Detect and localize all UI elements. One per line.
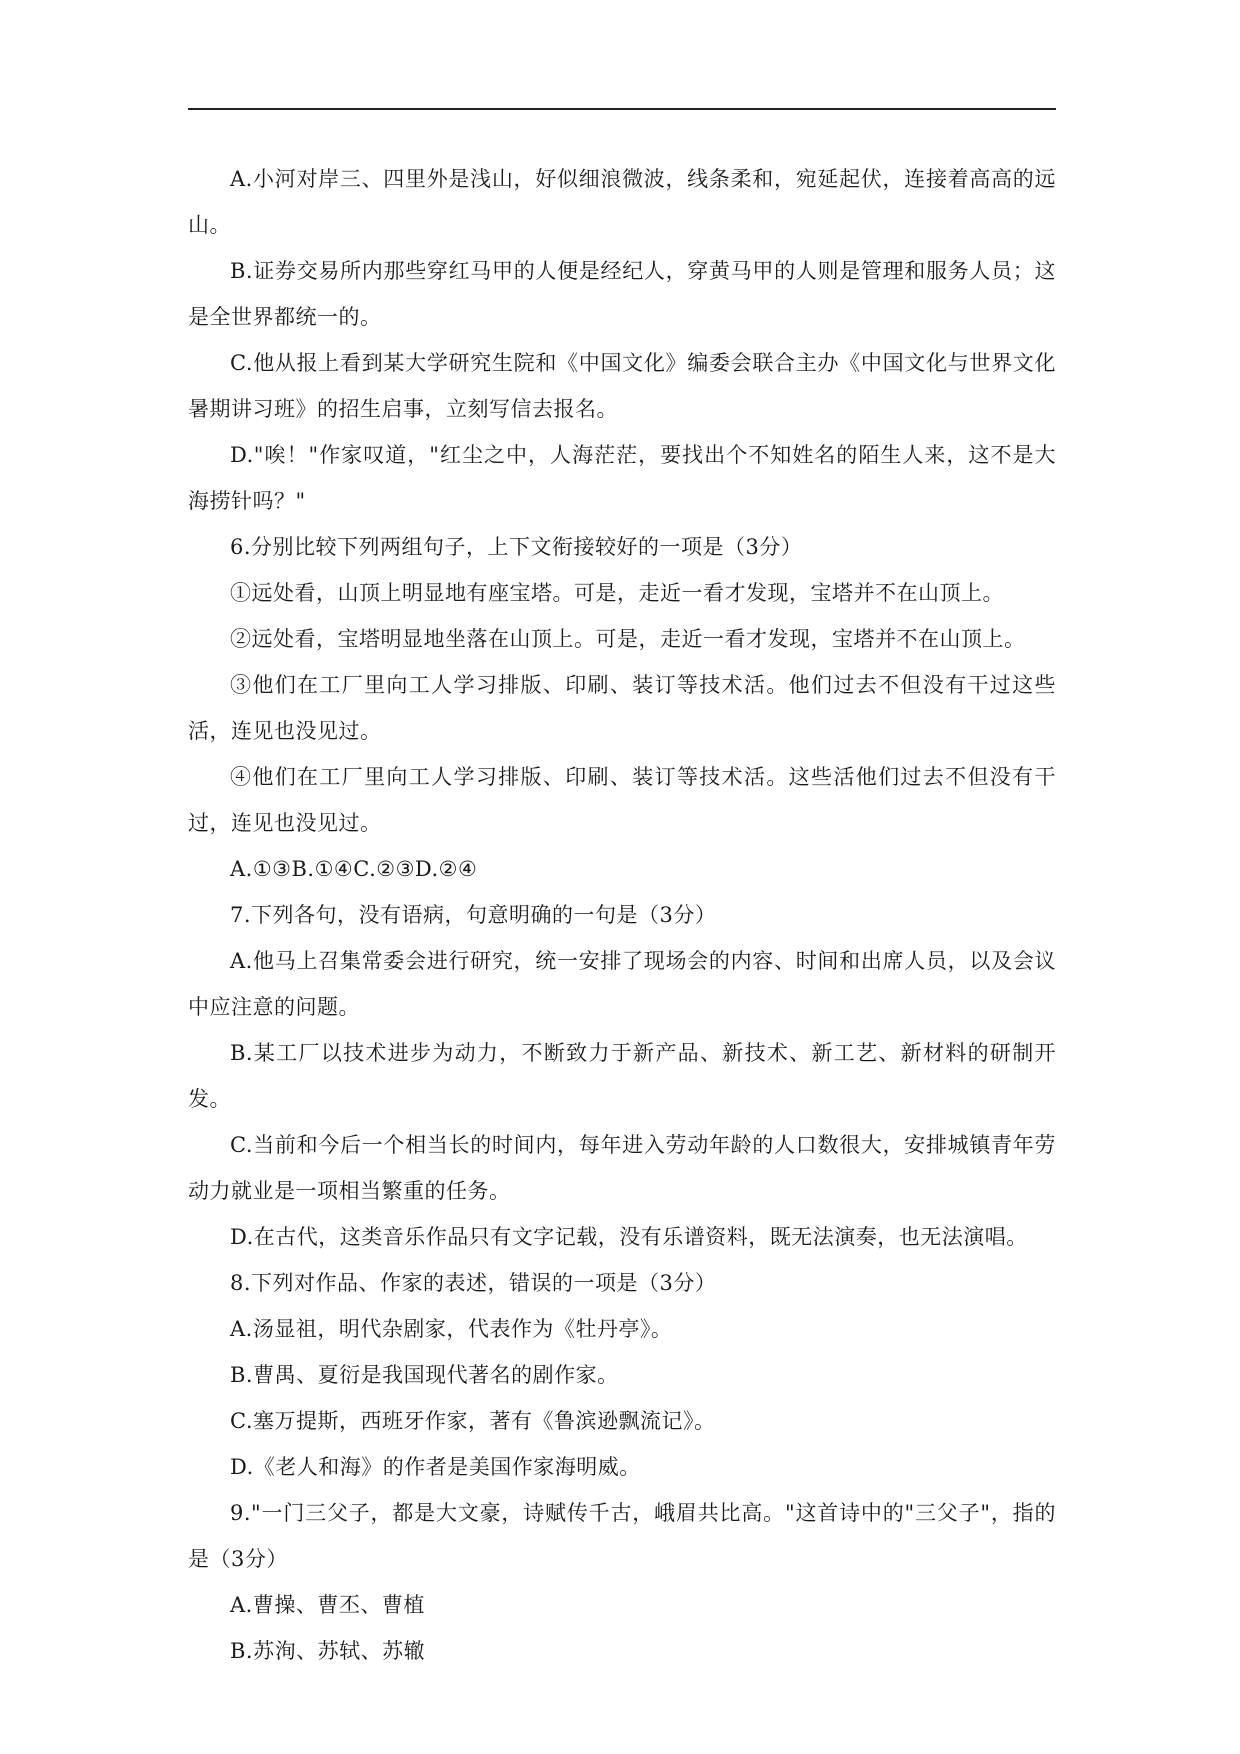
option-7b: B.某工厂以技术进步为动力，不断致力于新产品、新技术、新工艺、新材料的研制开发。 — [188, 1041, 1056, 1111]
question-6: 6.分别比较下列两组句子，上下文衔接较好的一项是（3分） — [230, 535, 803, 559]
sentence-6-2: ②远处看，宝塔明显地坐落在山顶上。可是，走近一看才发现，宝塔并不在山顶上。 — [230, 627, 1026, 651]
question-9: 9."一门三父子，都是大文豪，诗赋传千古，峨眉共比高。"这首诗中的"三父子"，指的是（3分） — [188, 1501, 1056, 1571]
sentence-6-3: ③他们在工厂里向工人学习排版、印刷、装订等技术活。他们过去不但没有干过这些活，连见也没见过。 — [188, 673, 1056, 743]
option-8d: D.《老人和海》的作者是美国作家海明威。 — [230, 1455, 641, 1479]
option-7c: C.当前和今后一个相当长的时间内，每年进入劳动年龄的人口数很大，安排城镇青年劳动力就业是一项相当繁重的任务。 — [188, 1133, 1056, 1203]
option-5d: D."唉！"作家叹道，"红尘之中，人海茫茫，要找出个不知姓名的陌生人来，这不是大海捞针吗？" — [188, 443, 1056, 513]
document-body — [188, 156, 1056, 1674]
option-9a: A.曹操、曹丕、曹植 — [230, 1593, 425, 1617]
sentence-6-4: ④他们在工厂里向工人学习排版、印刷、装订等技术活。这些活他们过去不但没有干过，连见也没见过。 — [188, 765, 1056, 835]
option-9b: B.苏洵、苏轼、苏辙 — [230, 1639, 426, 1663]
header-divider — [188, 108, 1056, 110]
option-7d: D.在古代，这类音乐作品只有文字记载，没有乐谱资料，既无法演奏，也无法演唱。 — [230, 1225, 1028, 1249]
options-6: A.①③B.①④C.②③D.②④ — [230, 857, 478, 881]
option-8b: B.曹禺、夏衍是我国现代著名的剧作家。 — [230, 1363, 619, 1387]
option-8a: A.汤显祖，明代杂剧家，代表作为《牡丹亭》。 — [230, 1317, 673, 1341]
option-7a: A.他马上召集常委会进行研究，统一安排了现场会的内容、时间和出席人员，以及会议中应注意的问题。 — [188, 949, 1056, 1019]
sentence-6-1: ①远处看，山顶上明显地有座宝塔。可是，走近一看才发现，宝塔并不在山顶上。 — [230, 581, 1004, 605]
option-8c: C.塞万提斯，西班牙作家，著有《鲁滨逊飘流记》。 — [230, 1409, 716, 1433]
option-5a: A.小河对岸三、四里外是浅山，好似细浪微波，线条柔和，宛延起伏，连接着高高的远山。 — [188, 167, 1056, 237]
option-5b: B.证券交易所内那些穿红马甲的人便是经纪人，穿黄马甲的人则是管理和服务人员；这是全世界都统一的。 — [188, 259, 1056, 329]
question-8: 8.下列对作品、作家的表述，错误的一项是（3分） — [230, 1271, 717, 1295]
question-7: 7.下列各句，没有语病，句意明确的一句是（3分） — [230, 903, 717, 927]
option-5c: C.他从报上看到某大学研究生院和《中国文化》编委会联合主办《中国文化与世界文化暑期讲习班》的招生启事，立刻写信去报名。 — [188, 351, 1056, 421]
